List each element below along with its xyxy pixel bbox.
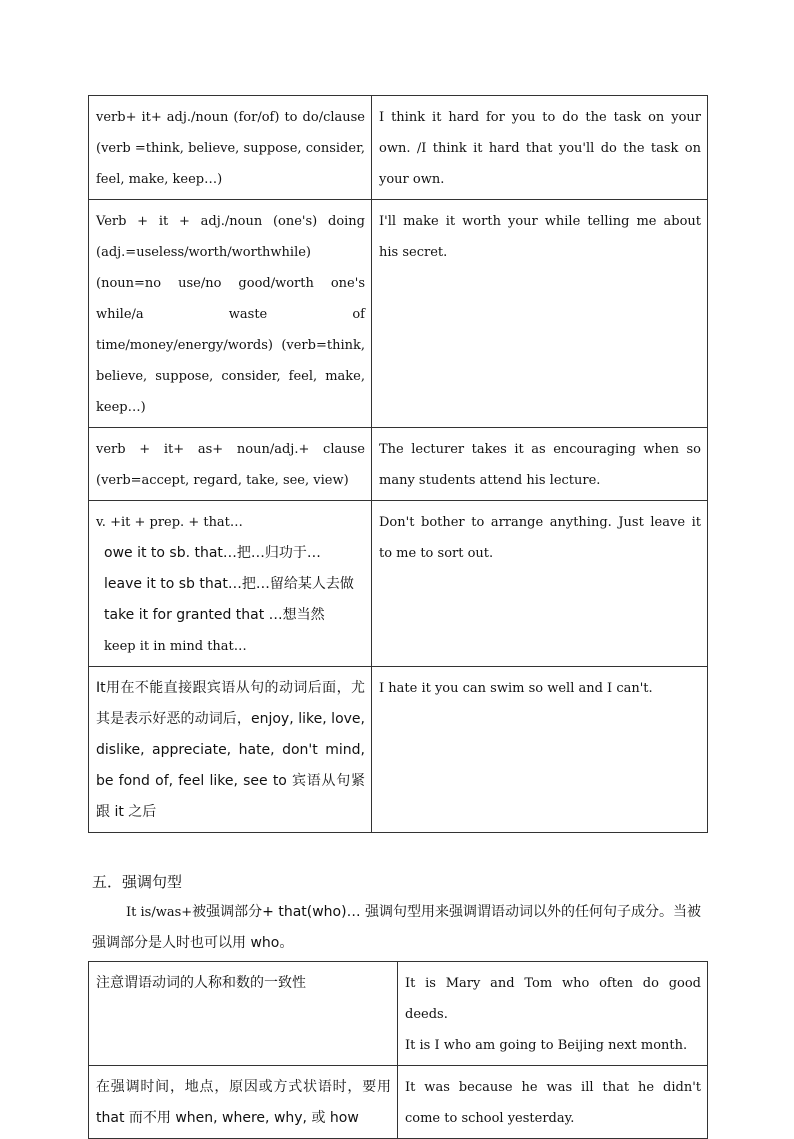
example-cell: Don't bother to arrange anything. Just leave it to me to sort out. bbox=[372, 501, 708, 667]
pattern-cell bbox=[89, 501, 372, 667]
example-cell: I hate it you can swim so well and I can't. bbox=[372, 667, 708, 833]
pattern-cell bbox=[89, 667, 372, 833]
pattern-subitem: take it for granted that …想当然 bbox=[104, 607, 325, 623]
pattern-text: v. +it + prep. + that… bbox=[96, 515, 243, 530]
example-text: It is I who am going to Beijing next month. bbox=[405, 1038, 688, 1053]
table-row bbox=[89, 962, 708, 1066]
it-usage-table bbox=[88, 95, 708, 833]
pattern-cell bbox=[89, 200, 372, 428]
pattern-text: verb+ it+ adj./noun (for/of) to do/clause (verb =think, believe, suppose, consider, feel, make, keep…) bbox=[96, 110, 365, 187]
example-text: It was because he was ill that he didn't come to school yesterday. bbox=[405, 1080, 701, 1126]
pattern-cell bbox=[89, 428, 372, 501]
table-row bbox=[89, 667, 708, 833]
pattern-subitem: keep it in mind that… bbox=[104, 639, 247, 654]
example-cell: The lecturer takes it as encouraging when so many students attend his lecture. bbox=[372, 428, 708, 501]
pattern-subitem: owe it to sb. that…把…归功于… bbox=[104, 545, 321, 561]
pattern-cell bbox=[89, 96, 372, 200]
table-row bbox=[89, 96, 708, 200]
emphasis-table bbox=[88, 961, 708, 1139]
example-cell bbox=[398, 1066, 708, 1139]
table-row bbox=[89, 1066, 708, 1139]
pattern-subitem: leave it to sb that…把…留给某人去做 bbox=[104, 576, 354, 592]
table-row bbox=[89, 200, 708, 428]
pattern-text: It用在不能直接跟宾语从句的动词后面，尤其是表示好恶的动词后，enjoy, like, love, dislike, appreciate, hate, don't mind, be fond of, feel like, see to 宾语从句紧跟 it 之后 bbox=[96, 680, 365, 820]
table-row bbox=[89, 501, 708, 667]
example-cell: I think it hard for you to do the task on your own. /I think it hard that you'll do the task on your own. bbox=[372, 96, 708, 200]
note-cell: 注意谓语动词的人称和数的一致性 bbox=[89, 962, 398, 1066]
example-cell bbox=[398, 962, 708, 1066]
document-page bbox=[88, 95, 707, 1139]
intro-pattern: It is/was+ bbox=[126, 905, 193, 920]
example-cell: I'll make it worth your while telling me about his secret. bbox=[372, 200, 708, 428]
intro-text: 被强调部分+ that(who)… 强调句型用来强调谓语动词以外的任何句子成分。当被强调部分是人时也可以用 who。 bbox=[92, 904, 702, 951]
table-row bbox=[89, 428, 708, 501]
pattern-text: Verb + it + adj./noun (one's) doing (adj.=useless/worth/worthwhile)(noun=no use/no good/worth one's while/a waste of time/money/energy/words) (verb=think, believe, suppose, consider, feel, make, keep…) bbox=[96, 214, 365, 415]
pattern-text: verb + it+ as+ noun/adj.+ clause (verb=accept, regard, take, see, view) bbox=[96, 442, 365, 488]
example-text: It is Mary and Tom who often do good deeds. bbox=[405, 976, 701, 1022]
section-heading: 五．强调句型 bbox=[92, 873, 183, 891]
section-intro bbox=[88, 897, 707, 959]
note-cell: 在强调时间，地点，原因或方式状语时，要用 that 而不用 when, where, why, 或 how bbox=[89, 1066, 398, 1139]
